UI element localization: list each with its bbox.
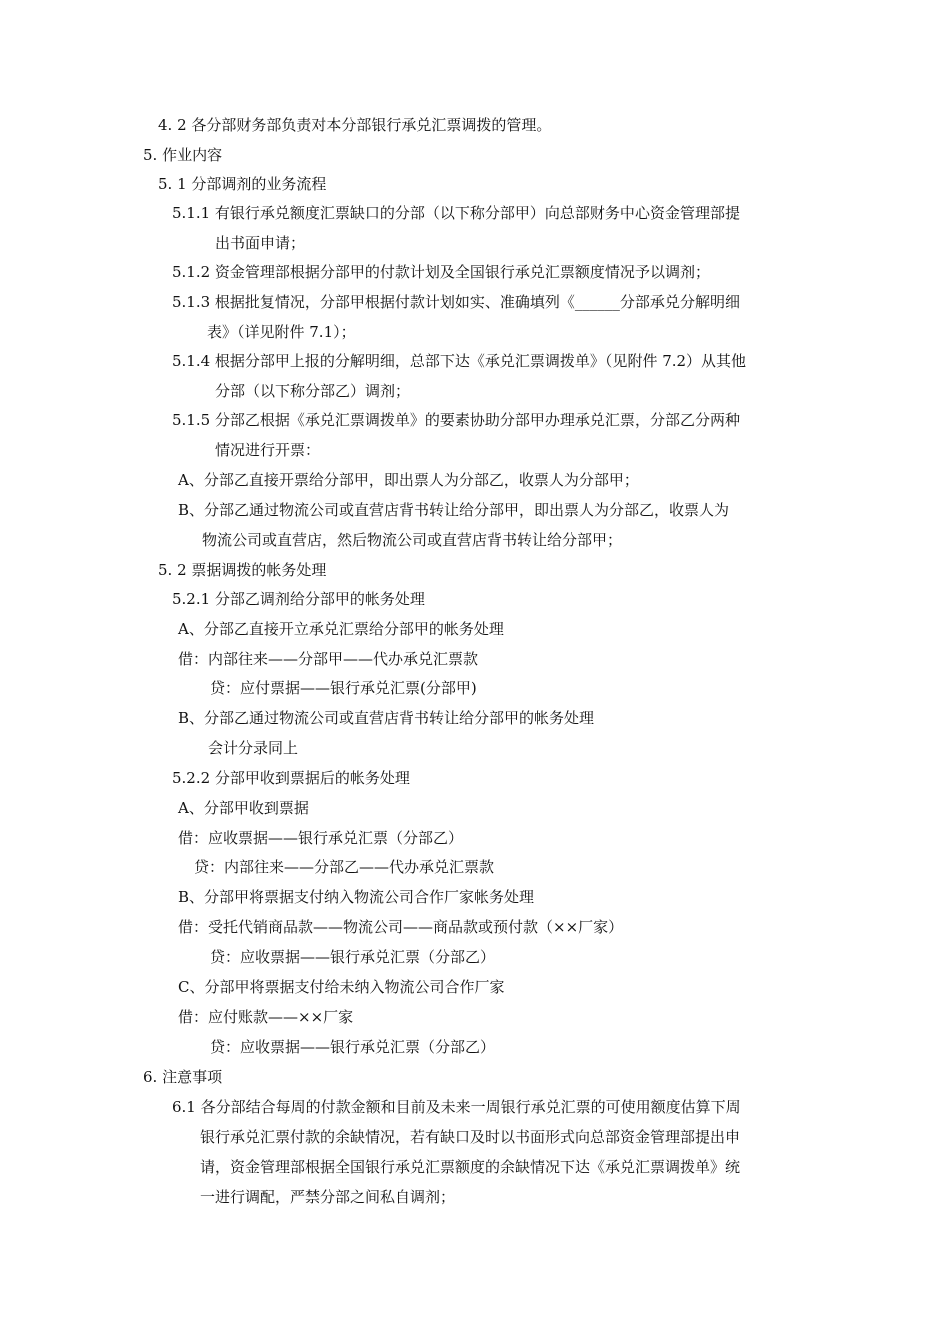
item-5-1-4-line-1: 5.1.4 根据分部甲上报的分解明细，总部下达《承兑汇票调拨单》（见附件 7.2）从其他 — [172, 352, 747, 370]
item-6-1-line-2: 银行承兑汇票付款的余缺情况，若有缺口及时以书面形式向总部资金管理部提出申 — [200, 1128, 741, 1146]
section-5-2-heading: 5. 2 票据调拨的帐务处理 — [158, 561, 327, 579]
section-6-heading: 6. 注意事项 — [143, 1068, 223, 1086]
section-5-1-heading: 5. 1 分部调剂的业务流程 — [158, 175, 327, 193]
receive-c-title: C、分部甲将票据支付给未纳入物流公司合作厂家 — [178, 978, 505, 996]
item-5-1-4-line-2: 分部（以下称分部乙）调剂； — [215, 382, 411, 400]
item-5-2-2: 5.2.2 分部甲收到票据后的帐务处理 — [172, 769, 410, 787]
entry-a-credit: 贷：应付票据——银行承兑汇票(分部甲) — [210, 679, 477, 697]
receive-b-debit: 借：受托代销商品款——物流公司——商品款或预付款（××厂家） — [178, 918, 624, 936]
entry-b-note: 会计分录同上 — [208, 739, 299, 757]
item-6-1-line-4: 一进行调配，严禁分部之间私自调剂； — [200, 1188, 456, 1206]
entry-a-debit: 借：内部往来——分部甲——代办承兑汇票款 — [178, 650, 479, 668]
receive-c-debit: 借：应付账款——××厂家 — [178, 1008, 354, 1026]
item-5-2-1: 5.2.1 分部乙调剂给分部甲的帐务处理 — [172, 590, 425, 608]
item-5-1-3-line-2: 表》（详见附件 7.1）； — [207, 323, 356, 341]
item-6-1-line-3: 请，资金管理部根据全国银行承兑汇票额度的余缺情况下达《承兑汇票调拨单》统 — [200, 1158, 741, 1176]
receive-b-title: B、分部甲将票据支付纳入物流公司合作厂家帐务处理 — [178, 888, 535, 906]
entry-b-title: B、分部乙通过物流公司或直营店背书转让给分部甲的帐务处理 — [178, 709, 595, 727]
case-b-line-2: 物流公司或直营店，然后物流公司或直营店背书转让给分部甲； — [202, 531, 623, 549]
section-4-2-text: 4. 2 各分部财务部负责对本分部银行承兑汇票调拨的管理。 — [158, 116, 552, 134]
receive-c-credit: 贷：应收票据——银行承兑汇票（分部乙） — [210, 1038, 496, 1056]
item-5-1-5-line-1: 5.1.5 分部乙根据《承兑汇票调拨单》的要素协助分部甲办理承兑汇票，分部乙分两种 — [172, 411, 740, 429]
item-6-1-line-1: 6.1 各分部结合每周的付款金额和目前及未来一周银行承兑汇票的可使用额度估算下周 — [172, 1098, 741, 1116]
item-5-1-5-line-2: 情况进行开票： — [215, 441, 321, 459]
entry-a-title: A、分部乙直接开立承兑汇票给分部甲的帐务处理 — [178, 620, 504, 638]
receive-a-credit: 贷：内部往来——分部乙——代办承兑汇票款 — [194, 858, 495, 876]
item-5-1-1-line-1: 5.1.1 有银行承兑额度汇票缺口的分部（以下称分部甲）向总部财务中心资金管理部提 — [172, 204, 740, 222]
item-5-1-3-line-1: 5.1.3 根据批复情况，分部甲根据付款计划如实、准确填列《______分部承兑分解明细 — [172, 293, 740, 311]
receive-a-debit: 借：应收票据——银行承兑汇票（分部乙） — [178, 829, 464, 847]
receive-a-title: A、分部甲收到票据 — [178, 799, 309, 817]
receive-b-credit: 贷：应收票据——银行承兑汇票（分部乙） — [210, 948, 496, 966]
case-a-text: A、分部乙直接开票给分部甲，即出票人为分部乙，收票人为分部甲； — [178, 471, 639, 489]
section-5-heading: 5. 作业内容 — [143, 146, 223, 164]
case-b-line-1: B、分部乙通过物流公司或直营店背书转让给分部甲，即出票人为分部乙，收票人为 — [178, 501, 730, 519]
item-5-1-1-line-2: 出书面申请； — [215, 234, 306, 252]
item-5-1-2: 5.1.2 资金管理部根据分部甲的付款计划及全国银行承兑汇票额度情况予以调剂； — [172, 263, 710, 281]
